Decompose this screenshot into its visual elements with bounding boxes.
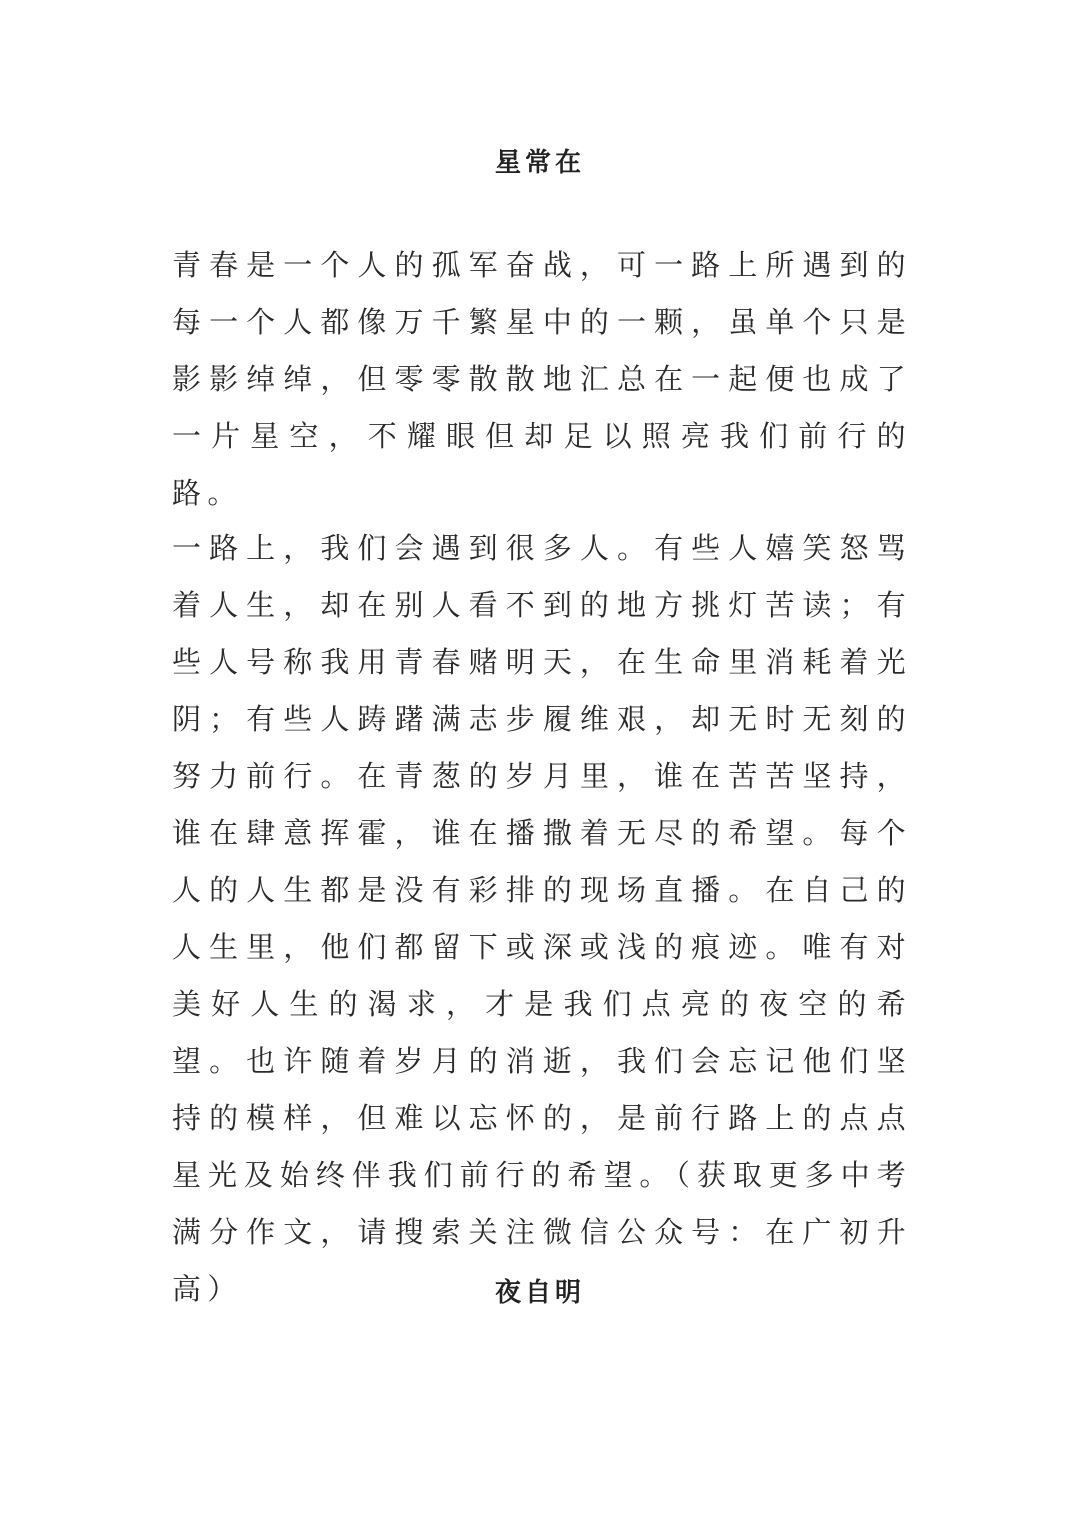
paragraph-2: 一路上，我们会遇到很多人。有些人嬉笑怒骂着人生，却在别人看不到的地方挑灯苦读；有些人号称我用青春赌明天，在生命里消耗着光阴；有些人踌躇满志步履维艰，却无时无刻的努力前行。在青葱的岁月里，谁在苦苦坚持，谁在肆意挥霍，谁在播撒着无尽的希望。每个人的人生都是没有彩排的现场直播。在自己的人生里，他们都留下或深或浅的痕迹。唯有对美好人生的渴求，才是我们点亮的夜空的希望。也许随着岁月的消逝，我们会忘记他们坚持的模样，但难以忘怀的，是前行路上的点点星光及始终伴我们前行的希望。（获取更多中考满分作文，请搜索关注微信公众号：在广初升高）: [172, 531, 912, 1306]
section-title-xingchangzai: 星常在: [494, 148, 585, 178]
paragraph-1: 青春是一个人的孤军奋战，可一路上所遇到的每一个人都像万千繁星中的一颗，虽单个只是影影绰绰，但零零散散地汇总在一起便也成了一片星空，不耀眼但却足以照亮我们前行的路。: [172, 248, 912, 510]
section-title-yeziming: 夜自明: [494, 1278, 585, 1308]
